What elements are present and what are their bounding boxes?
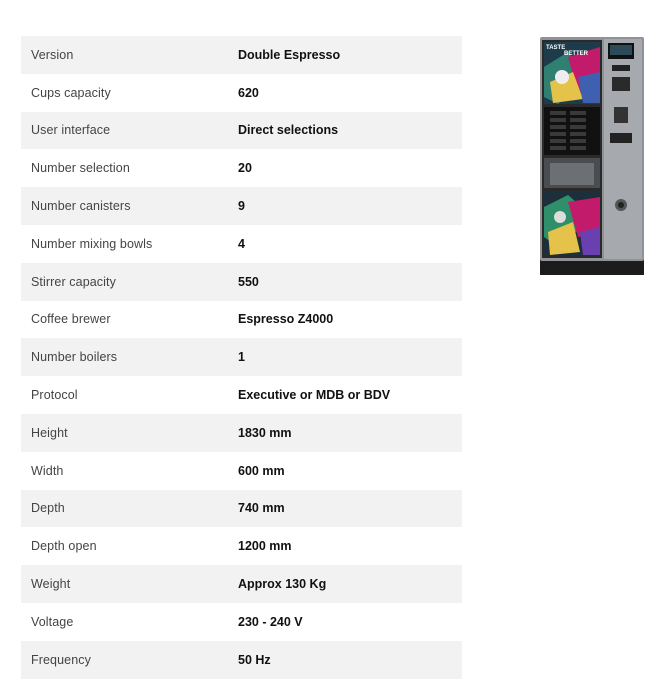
spec-value: 620 xyxy=(238,85,259,100)
spec-label: Stirrer capacity xyxy=(21,263,238,301)
spec-value: 9 xyxy=(238,187,462,225)
spec-value: 740 mm xyxy=(238,490,462,528)
spec-label: Protocol xyxy=(31,388,78,403)
spec-table xyxy=(21,36,462,679)
spec-row xyxy=(21,376,462,414)
panel-text-1: TASTE xyxy=(546,45,566,51)
spec-value: Executive or MDB or BDV xyxy=(238,388,391,403)
spec-label: Depth open xyxy=(31,539,97,554)
spec-row xyxy=(21,112,462,150)
spec-row xyxy=(21,187,462,225)
spec-label: Frequency xyxy=(21,641,238,679)
spec-value: 1200 mm xyxy=(238,539,292,554)
vending-machine-image xyxy=(538,37,646,277)
spec-row xyxy=(21,74,462,112)
spec-label: Width xyxy=(31,463,64,478)
spec-label: Number canisters xyxy=(21,187,238,225)
spec-value: Double Espresso xyxy=(238,36,462,74)
spec-label: Coffee brewer xyxy=(31,312,111,327)
spec-row xyxy=(21,452,462,490)
spec-label: Number boilers xyxy=(21,338,238,376)
spec-value: 1 xyxy=(238,338,462,376)
spec-value: Direct selections xyxy=(238,112,462,150)
spec-value: 600 mm xyxy=(238,463,285,478)
spec-row xyxy=(21,263,462,301)
spec-label: Voltage xyxy=(31,614,74,629)
spec-label: Version xyxy=(21,36,238,74)
machine-base xyxy=(540,259,644,275)
spec-value: 230 - 240 V xyxy=(238,614,303,629)
spec-label: Number selection xyxy=(31,161,130,176)
spec-row xyxy=(21,641,462,679)
spec-label: Cups capacity xyxy=(31,85,111,100)
spec-row xyxy=(21,603,462,641)
spec-value: Approx 130 Kg xyxy=(238,565,462,603)
spec-label: Depth xyxy=(21,490,238,528)
spec-row xyxy=(21,149,462,187)
spec-value: 4 xyxy=(238,236,245,251)
spec-row xyxy=(21,527,462,565)
spec-value: Espresso Z4000 xyxy=(238,312,334,327)
spec-label: Number mixing bowls xyxy=(31,236,153,251)
spec-row xyxy=(21,338,462,376)
spec-label: Weight xyxy=(21,565,238,603)
spec-row xyxy=(21,414,462,452)
spec-value: 50 Hz xyxy=(238,641,462,679)
spec-row xyxy=(21,301,462,339)
spec-label: User interface xyxy=(21,112,238,150)
spec-row xyxy=(21,225,462,263)
spec-value: 550 xyxy=(238,263,462,301)
spec-row xyxy=(21,36,462,74)
machine-side-panel xyxy=(604,39,642,259)
spec-value: 1830 mm xyxy=(238,414,462,452)
spec-value: 20 xyxy=(238,161,252,176)
spec-row xyxy=(21,565,462,603)
spec-row xyxy=(21,490,462,528)
panel-text-2: BETTER xyxy=(564,51,588,57)
spec-label: Height xyxy=(21,414,238,452)
